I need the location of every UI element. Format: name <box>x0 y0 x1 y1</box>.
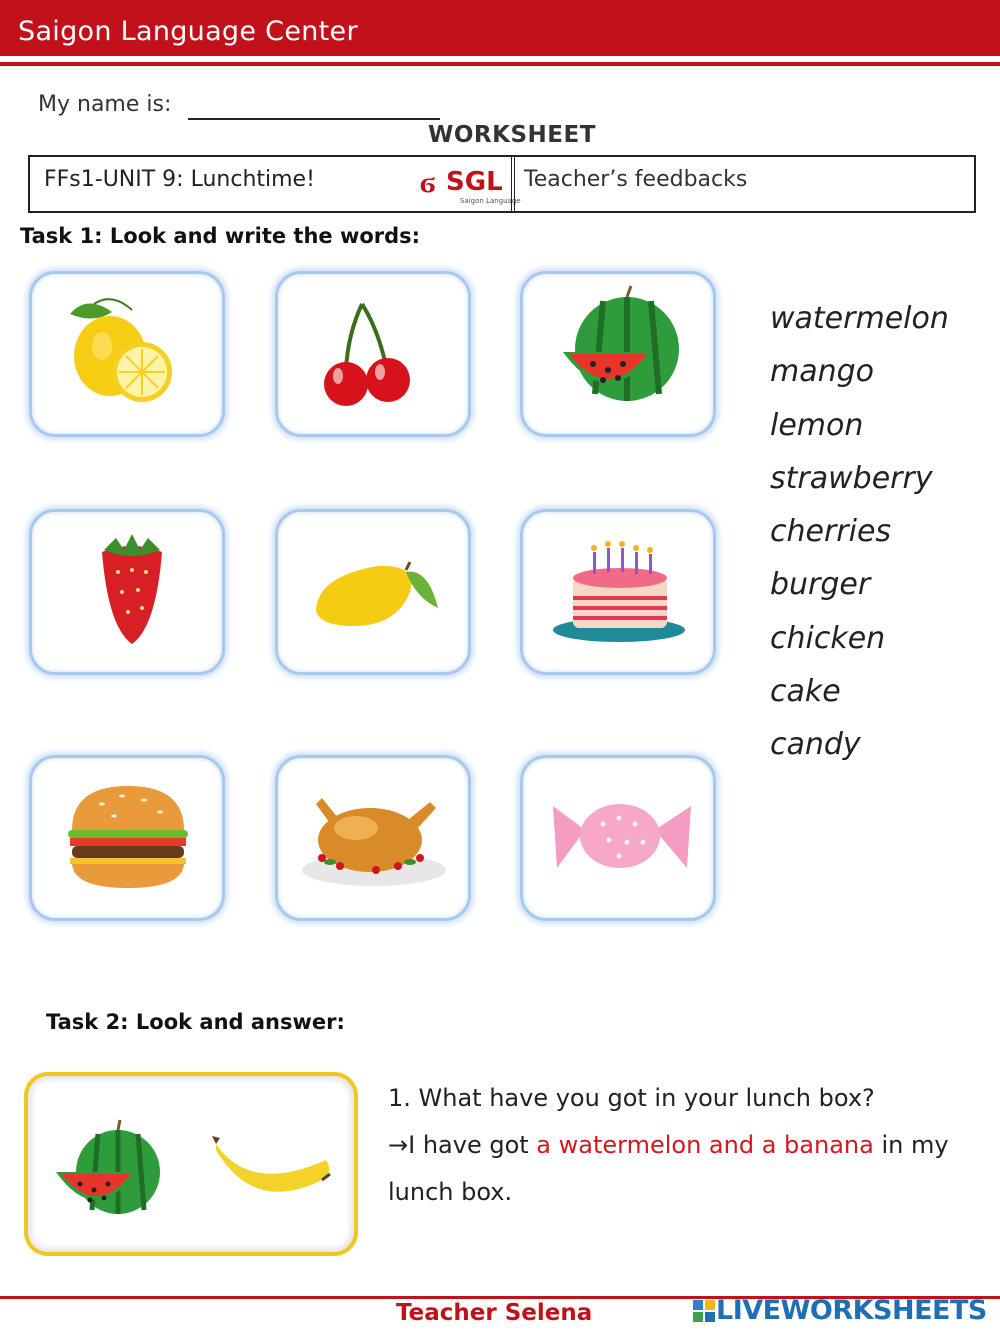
sgl-logo-mark-icon: ϭ <box>420 165 436 200</box>
watermelon-icon <box>523 274 713 434</box>
word-bank-item: lemon <box>770 407 864 443</box>
sgl-logo <box>420 163 521 207</box>
banana-icon <box>212 1136 330 1192</box>
task2-question: 1. What have you got in your lunch box? <box>388 1084 875 1112</box>
picture-card-cherries <box>275 271 471 437</box>
unit-label: FFs1-UNIT 9: Lunchtime! <box>44 167 315 192</box>
picture-card-burger <box>29 755 225 921</box>
word-bank-item: burger <box>770 567 871 603</box>
teacher-name: Teacher Selena <box>396 1300 593 1326</box>
word-bank-item: strawberry <box>770 460 933 496</box>
sgl-logo-text: SGL <box>446 167 503 197</box>
word-bank-item: chicken <box>770 620 886 656</box>
word-bank-item: cake <box>770 674 841 710</box>
name-label: My name is: <box>38 92 172 117</box>
picture-card-chicken <box>275 755 471 921</box>
task1-heading: Task 1: Look and write the words: <box>20 224 421 248</box>
lunch-box-items <box>28 1076 354 1252</box>
name-blank-line[interactable] <box>188 118 440 120</box>
info-box <box>28 155 976 213</box>
picture-card-lemon <box>29 271 225 437</box>
picture-card-strawberry <box>29 509 225 675</box>
picture-card-watermelon <box>520 271 716 437</box>
info-box-divider <box>511 157 515 211</box>
sgl-logo-subtext: Saigon Language <box>460 197 521 205</box>
lemon-icon <box>32 274 222 434</box>
chicken-icon <box>278 758 468 918</box>
picture-card-cake <box>520 509 716 675</box>
answer-prefix: →I have got <box>388 1131 537 1159</box>
picture-card-mango <box>275 509 471 675</box>
strawberry-icon <box>32 512 222 672</box>
worksheet-title: WORKSHEET <box>428 122 596 148</box>
task2-answer-line1 <box>388 1131 949 1159</box>
liveworksheets-watermark: LIVEWORKSHEETS <box>716 1295 987 1326</box>
header-divider <box>0 62 1000 66</box>
candy-icon <box>523 758 713 918</box>
mango-icon <box>278 512 468 672</box>
burger-icon <box>32 758 222 918</box>
liveworksheets-logo-icon <box>692 1298 716 1324</box>
answer-fill[interactable]: a watermelon and a banana <box>536 1131 874 1159</box>
task2-heading: Task 2: Look and answer: <box>46 1010 345 1034</box>
lunch-box-picture <box>24 1072 358 1256</box>
word-bank-item: watermelon <box>770 301 949 336</box>
cake-icon <box>523 512 713 672</box>
word-bank <box>770 292 949 772</box>
cherries-icon <box>278 274 468 434</box>
task2-answer-line2: lunch box. <box>388 1178 513 1206</box>
header-title: Saigon Language Center <box>18 16 358 47</box>
answer-suffix: in my <box>873 1131 949 1159</box>
word-bank-item: cherries <box>770 514 892 550</box>
picture-card-candy <box>520 755 716 921</box>
word-bank-item: mango <box>770 354 875 390</box>
watermelon-icon <box>56 1120 160 1214</box>
feedback-label: Teacher’s feedbacks <box>524 167 748 192</box>
word-bank-item: candy <box>770 727 861 763</box>
